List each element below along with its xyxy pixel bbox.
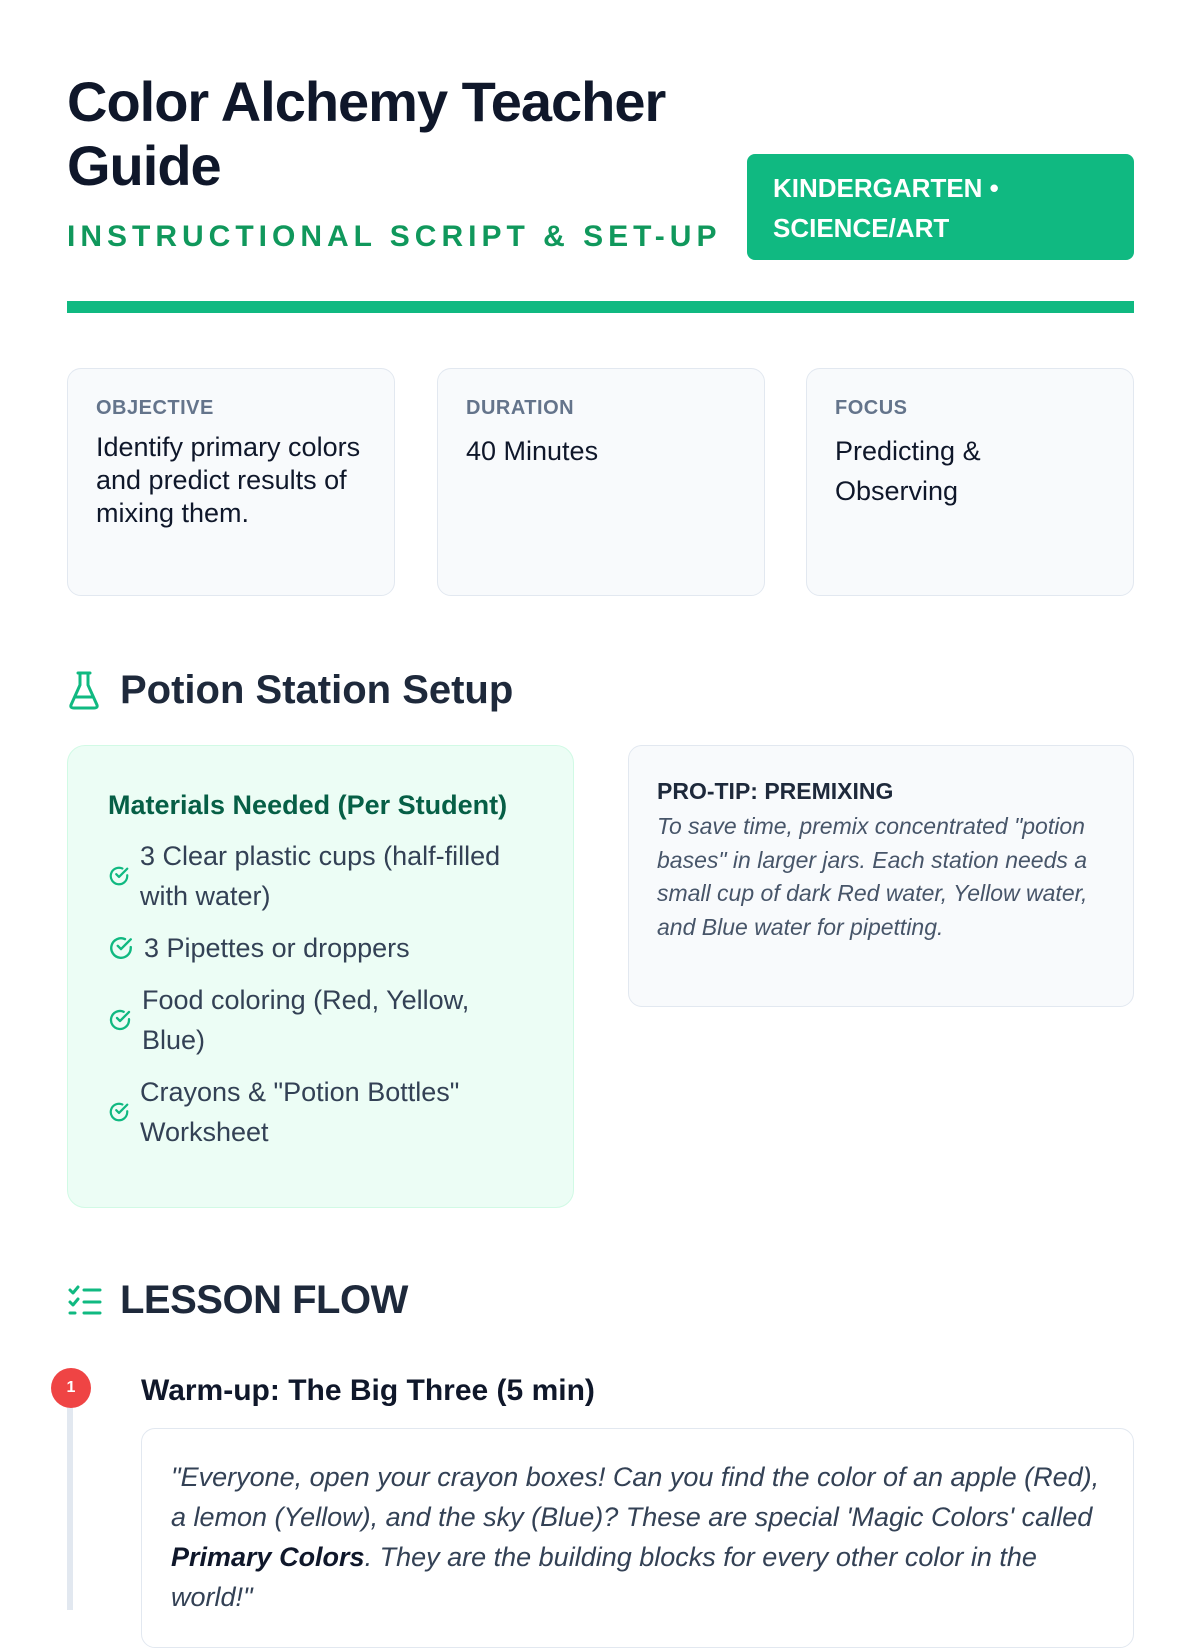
objective-value: Identify primary colors and predict results of mixing them. <box>96 432 361 528</box>
page-subtitle: INSTRUCTIONAL SCRIPT & SET-UP <box>67 220 722 253</box>
list-item <box>108 1072 533 1152</box>
pro-tip-panel <box>628 745 1134 1007</box>
material-text: 3 Clear plastic cups (half-filled with water) <box>140 841 501 911</box>
materials-title: Materials Needed (Per Student) <box>108 790 508 820</box>
objective-label: OBJECTIVE <box>96 397 214 419</box>
pro-tip-label: PRO-TIP: PREMIXING <box>657 778 894 804</box>
check-circle-icon <box>108 1101 130 1123</box>
lesson-flow-heading <box>67 1276 408 1324</box>
step-script <box>171 1457 1104 1617</box>
setup-heading: Potion Station Setup <box>120 668 514 712</box>
script-emphasis: Primary Colors <box>171 1542 365 1572</box>
check-circle-icon <box>108 865 130 887</box>
script-text-start: "Everyone, open your crayon boxes! Can you find the color of an apple (Red), a lemon (Yellow), and the sky (Blue)? These are special 'Magic Colors' called <box>171 1462 1100 1532</box>
checklist-icon <box>67 1280 105 1320</box>
focus-label: FOCUS <box>835 397 908 419</box>
list-item <box>108 836 533 916</box>
setup-section-heading <box>67 666 513 714</box>
step-title: Warm-up: The Big Three (5 min) <box>141 1374 595 1407</box>
material-text: Food coloring (Red, Yellow, Blue) <box>142 985 470 1055</box>
grade-subject-badge: KINDERGARTEN • SCIENCE/ART <box>747 154 1134 260</box>
objective-card <box>67 368 395 596</box>
header-divider <box>67 301 1134 313</box>
material-text: 3 Pipettes or droppers <box>144 933 410 963</box>
list-item <box>108 980 533 1060</box>
check-circle-icon <box>108 935 134 961</box>
check-circle-icon <box>108 1008 132 1032</box>
material-text: Crayons & "Potion Bottles" Worksheet <box>140 1077 460 1147</box>
materials-panel <box>67 745 574 1208</box>
timeline-line <box>67 1400 73 1610</box>
focus-card <box>806 368 1134 596</box>
materials-list <box>108 836 533 1152</box>
script-text-end: . They are the building blocks for every other color in the world!" <box>171 1542 1037 1612</box>
duration-value: 40 Minutes <box>466 436 599 466</box>
lesson-flow-title: LESSON FLOW <box>120 1278 408 1322</box>
pro-tip-body: To save time, premix concentrated "potion bases" in larger jars. Each station needs a small cup of dark Red water, Yellow water, and Blue water for pipetting. <box>657 813 1088 940</box>
focus-value: Predicting & Observing <box>835 436 981 506</box>
flask-icon <box>67 670 105 710</box>
step-number-marker: 1 <box>51 1368 91 1408</box>
step-script-box <box>141 1428 1134 1648</box>
duration-label: DURATION <box>466 397 575 419</box>
list-item <box>108 928 533 968</box>
duration-card <box>437 368 765 596</box>
page-title: Color Alchemy Teacher Guide <box>67 70 666 197</box>
